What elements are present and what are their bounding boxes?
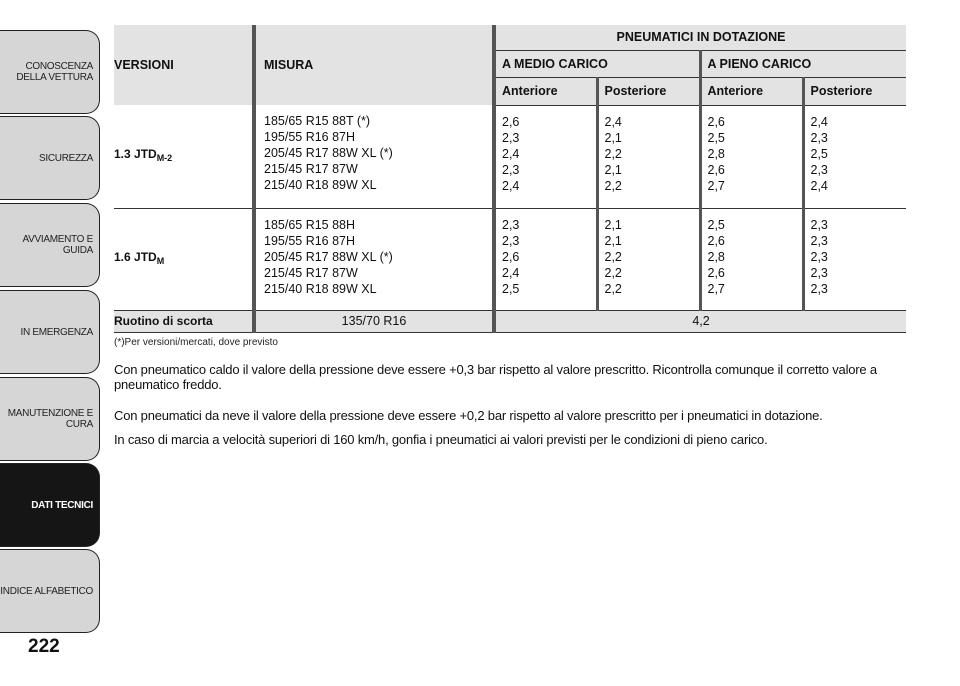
pressure-value: 2,7 [707, 281, 725, 296]
pressure-value: 2,1 [604, 130, 622, 145]
tab-sicurezza[interactable]: SICUREZZA [0, 116, 100, 200]
pressure-value: 2,3 [810, 281, 828, 296]
pressure-value: 2,3 [502, 162, 520, 177]
table-row [114, 105, 906, 208]
pressure-value: 2,3 [502, 217, 520, 232]
pressure-value: 2,6 [502, 114, 520, 129]
tire-size: 185/65 R15 88T (*) [264, 114, 371, 128]
table-footnote: (*)Per versioni/mercati, dove previsto [114, 337, 278, 348]
spare-label: Ruotino di scorta [114, 310, 254, 332]
tire-size: 205/45 R17 88W XL (*) [264, 146, 393, 160]
pressure-value: 2,3 [810, 233, 828, 248]
pressure-value: 2,3 [810, 217, 828, 232]
pressure-value: 2,4 [502, 178, 520, 193]
medio-posteriore-cell [597, 105, 700, 208]
header-pieno-anteriore: Anteriore [700, 77, 803, 105]
pressure-value: 2,1 [604, 162, 622, 177]
pressure-value: 2,6 [707, 265, 725, 280]
header-misura: MISURA [254, 25, 494, 105]
header-medio-posteriore: Posteriore [597, 77, 700, 105]
tab-manutenzione-e-cura[interactable]: MANUTENZIONE E CURA [0, 377, 100, 461]
tab-indice-alfabetico[interactable]: INDICE ALFABETICO [0, 549, 100, 633]
pressure-value: 2,4 [810, 114, 828, 129]
pressure-value: 2,5 [810, 146, 828, 161]
pieno-anteriore-cell [700, 105, 803, 208]
pressure-value: 2,3 [810, 162, 828, 177]
medio-posteriore-cell [597, 208, 700, 310]
tire-size: 195/55 R16 87H [264, 130, 356, 144]
pressure-value: 2,6 [707, 114, 725, 129]
pressure-value: 2,2 [604, 281, 622, 296]
medio-anteriore-cell [494, 105, 597, 208]
tire-size: 215/45 R17 87W [264, 162, 358, 176]
pressure-value: 2,8 [707, 146, 725, 161]
table-row [114, 208, 906, 310]
medio-anteriore-cell [494, 208, 597, 310]
version-cell: 1.3 $JTD_{M-2}$ [114, 105, 254, 208]
tire-size: 195/55 R16 87H [264, 233, 356, 248]
tab-dati-tecnici[interactable]: DATI TECNICI [0, 463, 100, 547]
paragraph-snow-tires: Con pneumatici da neve il valore della pressione deve essere +0,2 bar rispetto al valore prescritto per i pneumatici in dotazione. [114, 408, 823, 423]
pressure-value: 2,2 [604, 249, 622, 264]
pieno-posteriore-cell [803, 208, 906, 310]
tire-pressure-table [114, 25, 906, 333]
pressure-value: 2,4 [502, 146, 520, 161]
pressure-value: 2,2 [604, 178, 622, 193]
tire-size: 215/40 R18 89W XL [264, 281, 377, 296]
pressure-value: 2,7 [707, 178, 725, 193]
pressure-value: 2,3 [810, 265, 828, 280]
sizes-cell [254, 105, 494, 208]
tire-pressure-table-wrap [114, 25, 906, 333]
chapter-sidebar [0, 0, 100, 686]
header-row-title [114, 25, 906, 50]
pressure-value: 2,4 [604, 114, 622, 129]
version-cell: 1.6 $JTD_M$ [114, 208, 254, 310]
header-medio-anteriore: Anteriore [494, 77, 597, 105]
tire-size: 215/45 R17 87W [264, 265, 358, 280]
header-a-medio-carico: A MEDIO CARICO [494, 50, 700, 77]
pressure-value: 2,4 [502, 265, 520, 280]
tire-size: 185/65 R15 88H [264, 217, 356, 232]
pressure-value: 2,6 [707, 233, 725, 248]
header-versioni: VERSIONI [114, 25, 254, 105]
pressure-value: 2,1 [604, 217, 622, 232]
pressure-value: 2,3 [502, 130, 520, 145]
spare-pressure: 4,2 [494, 310, 906, 332]
paragraph-high-speed: In caso di marcia a velocità superiori di 160 km/h, gonfia i pneumatici ai valori previsti per le condizioni di pieno carico. [114, 432, 768, 447]
header-pneumatici-in-dotazione: PNEUMATICI IN DOTAZIONE [494, 25, 906, 50]
header-pieno-posteriore: Posteriore [803, 77, 906, 105]
pressure-value: 2,4 [810, 178, 828, 193]
tab-conoscenza-della-vettura[interactable]: CONOSCENZA DELLA VETTURA [0, 30, 100, 114]
tab-avviamento-e-guida[interactable]: AVVIAMENTO E GUIDA [0, 203, 100, 287]
pressure-value: 2,5 [707, 130, 725, 145]
pressure-value: 2,6 [707, 162, 725, 177]
pressure-value: 2,3 [810, 130, 828, 145]
tire-size: 215/40 R18 89W XL [264, 178, 377, 192]
tab-in-emergenza[interactable]: IN EMERGENZA [0, 290, 100, 374]
pressure-value: 2,5 [707, 217, 725, 232]
pieno-posteriore-cell [803, 105, 906, 208]
sizes-cell [254, 208, 494, 310]
pressure-value: 2,8 [707, 249, 725, 264]
paragraph-hot-tire: Con pneumatico caldo il valore della pressione deve essere +0,3 bar rispetto al valore prescritto. Ricontrolla comunque il corretto valore a pneumatico freddo. [114, 362, 877, 392]
pressure-value: 2,3 [502, 233, 520, 248]
pieno-anteriore-cell [700, 208, 803, 310]
pressure-value: 2,6 [502, 249, 520, 264]
pressure-value: 2,2 [604, 146, 622, 161]
spare-size: 135/70 R16 [254, 310, 494, 332]
tire-size: 205/45 R17 88W XL (*) [264, 249, 393, 264]
header-a-pieno-carico: A PIENO CARICO [700, 50, 906, 77]
page-number: 222 [28, 636, 60, 657]
table-row-spare [114, 310, 906, 332]
pressure-value: 2,3 [810, 249, 828, 264]
pressure-value: 2,5 [502, 281, 520, 296]
pressure-value: 2,1 [604, 233, 622, 248]
pressure-value: 2,2 [604, 265, 622, 280]
